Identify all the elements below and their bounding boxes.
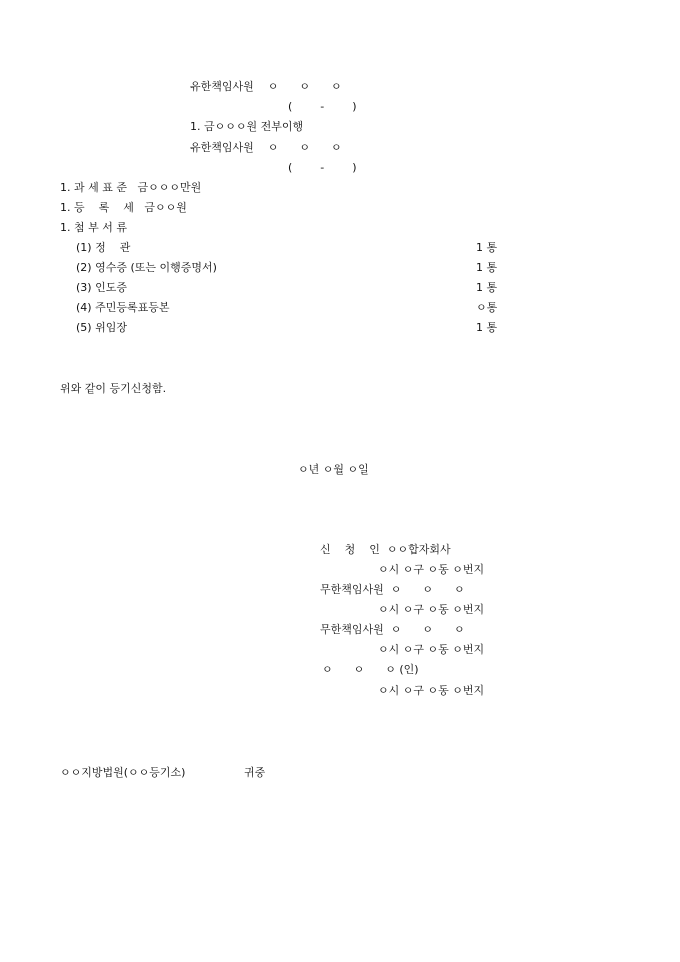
payment-line: 1. 금ㅇㅇㅇ원 전부이행 (190, 120, 304, 133)
statement: 위와 같이 등기신청함. (60, 382, 167, 395)
honorific: 귀중 (244, 766, 266, 779)
attachment-count: 1 통 (476, 261, 498, 274)
attachment-count: ㅇ통 (476, 301, 498, 314)
general-partner-1-address: ㅇ시 ㅇ구 ㅇ동 ㅇ번지 (378, 603, 485, 616)
court-name: ㅇㅇ지방법원(ㅇㅇ등기소) (60, 766, 186, 779)
registration-tax: 1. 등 록 세 금ㅇㅇ원 (60, 201, 187, 214)
attachment-label: (3) 인도증 (76, 281, 127, 294)
partner-line-2: 유한책임사원 ㅇ ㅇ ㅇ (190, 141, 342, 154)
attachment-count: 1 통 (476, 321, 498, 334)
date: ㅇ년 ㅇ월 ㅇ일 (298, 463, 369, 476)
attachment-count: 1 통 (476, 281, 498, 294)
partner-line-1: 유한책임사원 ㅇ ㅇ ㅇ (190, 80, 342, 93)
attachments-heading: 1. 첨 부 서 류 (60, 221, 127, 234)
attachment-label: (2) 영수증 (또는 이행증명서) (76, 261, 217, 274)
general-partner-1: 무한책임사원 ㅇ ㅇ ㅇ (320, 583, 465, 596)
attachment-label: (5) 위임장 (76, 321, 127, 334)
applicant-address: ㅇ시 ㅇ구 ㅇ동 ㅇ번지 (378, 563, 485, 576)
partner-id-1: ( - ) (288, 100, 357, 113)
general-partner-2-address: ㅇ시 ㅇ구 ㅇ동 ㅇ번지 (378, 643, 485, 656)
attachment-label: (1) 정 관 (76, 241, 131, 254)
representative-address: ㅇ시 ㅇ구 ㅇ동 ㅇ번지 (378, 684, 485, 697)
representative-seal: ㅇ ㅇ ㅇ (인) (322, 663, 419, 676)
attachment-count: 1 통 (476, 241, 498, 254)
applicant-company: 신 청 인 ㅇㅇ합자회사 (320, 543, 451, 556)
general-partner-2: 무한책임사원 ㅇ ㅇ ㅇ (320, 623, 465, 636)
attachment-label: (4) 주민등록표등본 (76, 301, 170, 314)
partner-id-2: ( - ) (288, 161, 357, 174)
tax-base: 1. 과 세 표 준 금ㅇㅇㅇ만원 (60, 181, 202, 194)
